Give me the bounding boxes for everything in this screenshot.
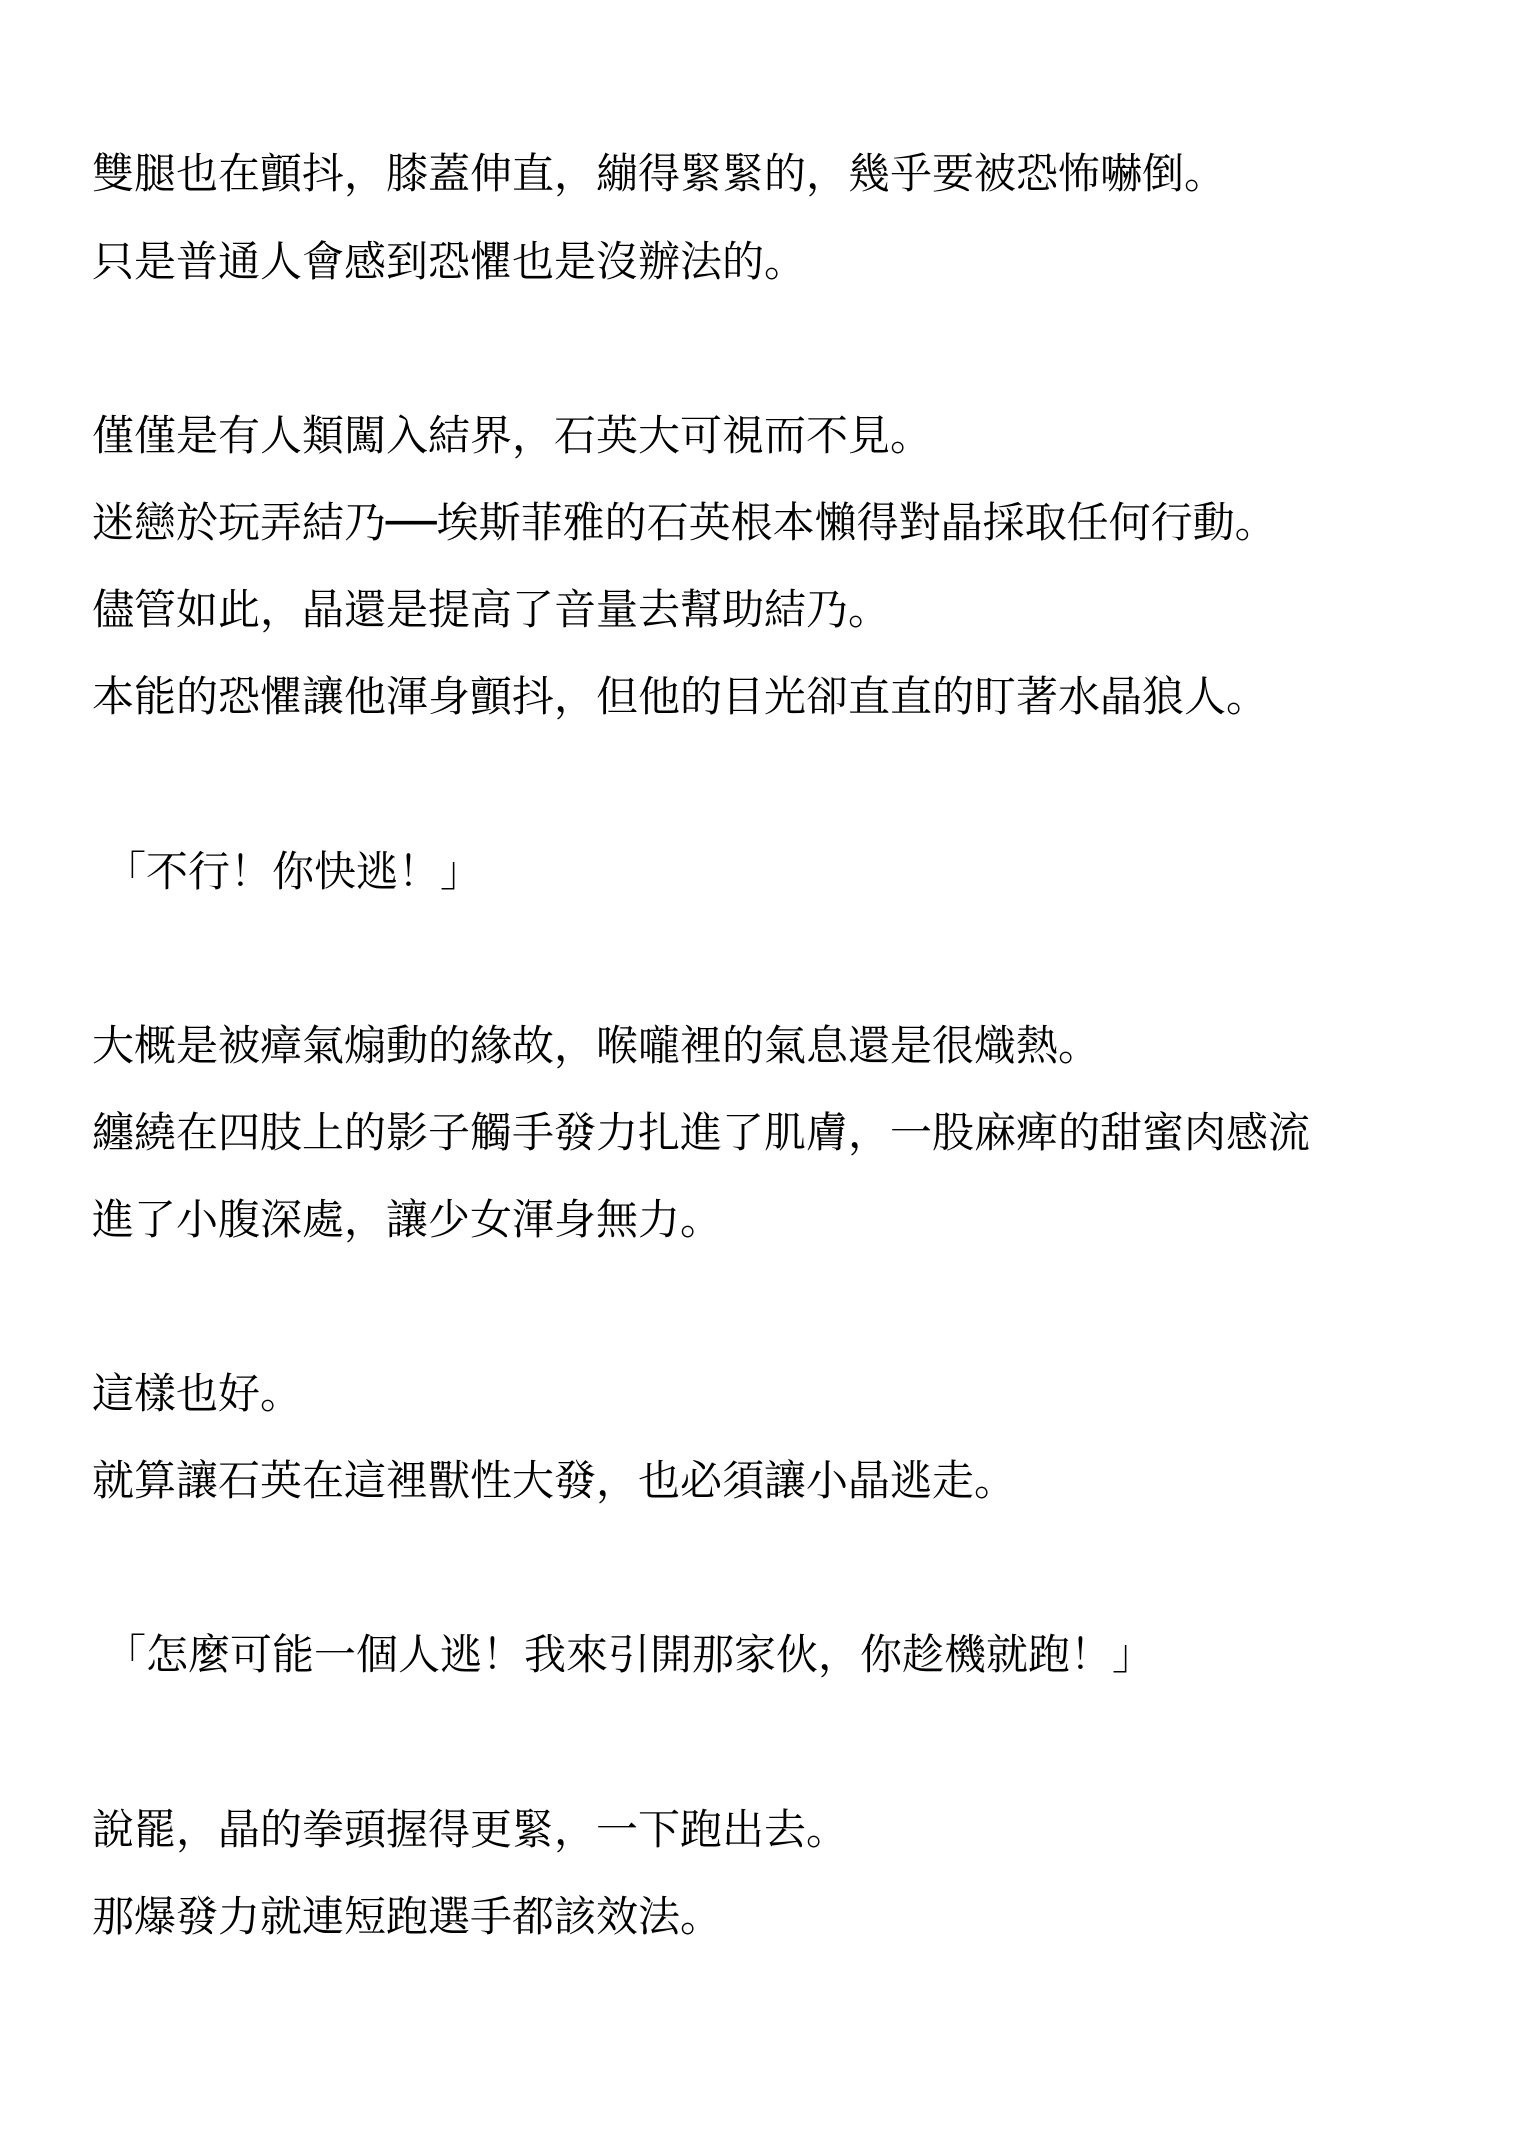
text-line: 迷戀於玩弄結乃──埃斯菲雅的石英根本懶得對晶採取任何行動。	[92, 498, 1277, 547]
text-line: 僅僅是有人類闖入結界，石英大可視而不見。	[92, 411, 933, 460]
text-line: 只是普通人會感到恐懼也是沒辦法的。	[92, 237, 807, 286]
text-line: 那爆發力就連短跑選手都該效法。	[92, 1892, 723, 1941]
dialogue-line: 「不行！你快逃！」	[104, 847, 483, 896]
text-line: 這樣也好。	[92, 1369, 303, 1418]
text-line: 就算讓石英在這裡獸性大發，也必須讓小晶逃走。	[92, 1456, 1017, 1505]
text-line: 大概是被瘴氣煽動的緣故，喉嚨裡的氣息還是很熾熱。	[92, 1021, 1101, 1070]
text-line: 雙腿也在顫抖，膝蓋伸直，繃得緊緊的，幾乎要被恐怖嚇倒。	[92, 149, 1227, 198]
text-line: 儘管如此，晶還是提高了音量去幫助結乃。	[92, 585, 891, 634]
dialogue-line: 「怎麼可能一個人逃！我來引開那家伙，你趁機就跑！」	[104, 1630, 1155, 1679]
text-line: 本能的恐懼讓他渾身顫抖，但他的目光卻直直的盯著水晶狼人。	[92, 672, 1269, 721]
text-line: 纏繞在四肢上的影子觸手發力扎進了肌膚，一股麻痺的甜蜜肉感流	[92, 1108, 1311, 1157]
text-line: 說罷，晶的拳頭握得更緊，一下跑出去。	[92, 1805, 849, 1854]
text-line: 進了小腹深處，讓少女渾身無力。	[92, 1195, 723, 1244]
